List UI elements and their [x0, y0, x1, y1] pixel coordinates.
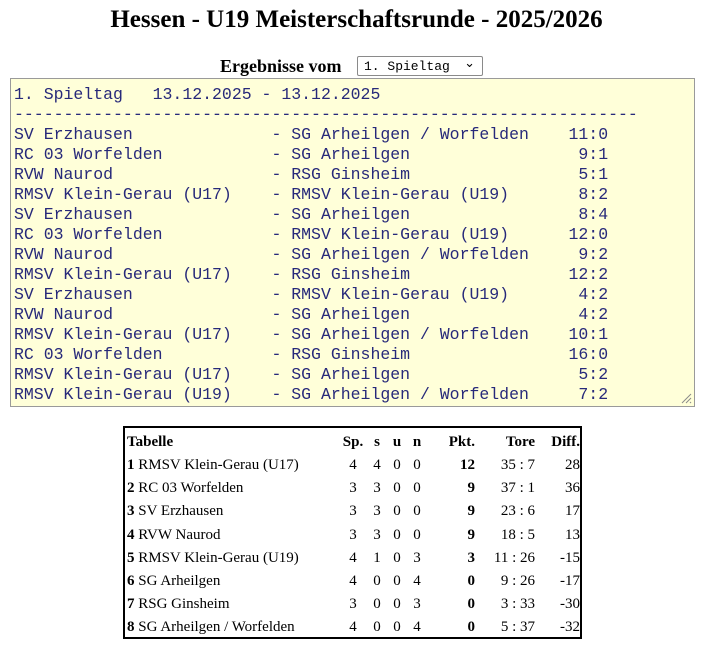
table-row — [126, 616, 580, 639]
header-sp: Sp. — [342, 433, 364, 450]
wins-cell: 0 — [373, 573, 381, 590]
team-cell — [126, 616, 339, 639]
points-cell: 12 — [460, 457, 475, 474]
losses-cell: 4 — [413, 573, 421, 590]
draws-cell: 0 — [393, 619, 401, 636]
team-name: SG Arheilgen — [138, 573, 221, 590]
games-cell: 4 — [349, 549, 357, 566]
team-cell — [126, 454, 339, 477]
header-pkt: Pkt. — [448, 433, 475, 450]
result-line: SV Erzhausen - RMSV Klein-Gerau (U19) 4:2 — [14, 285, 609, 304]
results-header: 1. Spieltag 13.12.2025 - 13.12.2025 — [14, 85, 381, 104]
draws-cell: 0 — [393, 549, 401, 566]
matchday-selector-row — [0, 55, 713, 77]
draws-cell: 0 — [393, 596, 401, 613]
draws-cell: 0 — [393, 573, 401, 590]
team-name: RSG Ginsheim — [138, 596, 230, 613]
matchday-selector-label: Ergebnisse vom — [220, 56, 342, 76]
team-name: RVW Naurod — [138, 526, 221, 543]
goals-cell: 3 : 33 — [500, 596, 535, 613]
diff-cell: 28 — [565, 457, 580, 474]
wins-cell: 0 — [373, 619, 381, 636]
standings-header-row — [126, 430, 580, 454]
games-cell: 3 — [349, 480, 357, 497]
team-cell — [126, 524, 339, 547]
result-line: RC 03 Worfelden - RSG Ginsheim 16:0 — [14, 345, 609, 364]
header-tore: Tore — [505, 433, 535, 450]
rank: 3 — [127, 503, 135, 520]
result-line: RMSV Klein-Gerau (U17) - RSG Ginsheim 12:2 — [14, 265, 609, 284]
wins-cell: 0 — [373, 596, 381, 613]
table-row — [126, 477, 580, 500]
matchday-select-value: 1. Spieltag — [364, 59, 450, 74]
table-row — [126, 500, 580, 523]
rank: 8 — [127, 619, 135, 636]
result-line: RVW Naurod - SG Arheilgen / Worfelden 9:2 — [14, 245, 609, 264]
rank: 7 — [127, 596, 135, 613]
wins-cell: 4 — [373, 457, 381, 474]
team-cell — [126, 547, 339, 570]
result-line: RMSV Klein-Gerau (U17) - RMSV Klein-Gerau (U19) 8:2 — [14, 185, 609, 204]
resize-grip-icon[interactable] — [680, 392, 692, 404]
table-row — [126, 570, 580, 593]
points-cell: 9 — [467, 480, 475, 497]
rank: 4 — [127, 526, 135, 543]
team-name: RC 03 Worfelden — [138, 480, 244, 497]
team-cell — [126, 477, 339, 500]
results-text — [11, 79, 694, 405]
team-name: RMSV Klein-Gerau (U19) — [138, 549, 299, 566]
page-title: Hessen - U19 Meisterschaftsrunde - 2025/2026 — [110, 6, 603, 33]
result-line: RVW Naurod - SG Arheilgen 4:2 — [14, 305, 609, 324]
draws-cell: 0 — [393, 480, 401, 497]
goals-cell: 35 : 7 — [500, 457, 535, 474]
losses-cell: 0 — [413, 457, 421, 474]
team-name: SV Erzhausen — [138, 503, 224, 520]
result-line: RMSV Klein-Gerau (U17) - SG Arheilgen / Worfelden 10:1 — [14, 325, 609, 344]
team-cell — [126, 570, 339, 593]
games-cell: 4 — [349, 457, 357, 474]
points-cell: 9 — [467, 526, 475, 543]
team-cell — [126, 500, 339, 523]
goals-cell: 9 : 26 — [500, 573, 535, 590]
rank: 2 — [127, 480, 135, 497]
matchday-select[interactable] — [357, 56, 483, 76]
diff-cell: -30 — [560, 596, 580, 613]
diff-cell: 36 — [565, 480, 580, 497]
header-u: u — [392, 433, 402, 450]
rank: 5 — [127, 549, 135, 566]
standings-table-box — [123, 426, 582, 639]
games-cell: 3 — [349, 503, 357, 520]
losses-cell: 4 — [413, 619, 421, 636]
wins-cell: 3 — [373, 526, 381, 543]
points-cell: 3 — [467, 549, 475, 566]
games-cell: 4 — [349, 619, 357, 636]
results-textarea[interactable] — [10, 78, 695, 407]
draws-cell: 0 — [393, 526, 401, 543]
table-row — [126, 547, 580, 570]
points-cell: 0 — [467, 596, 475, 613]
team-name: RMSV Klein-Gerau (U17) — [138, 457, 299, 474]
table-row — [126, 593, 580, 616]
chevron-down-icon: ⌄ — [464, 56, 475, 71]
wins-cell: 1 — [373, 549, 381, 566]
result-line: RMSV Klein-Gerau (U17) - SG Arheilgen 5:2 — [14, 365, 609, 384]
goals-cell: 11 : 26 — [493, 549, 535, 566]
losses-cell: 0 — [413, 503, 421, 520]
result-line: SV Erzhausen - SG Arheilgen / Worfelden 11:0 — [14, 125, 609, 144]
goals-cell: 37 : 1 — [500, 480, 535, 497]
games-cell: 3 — [349, 526, 357, 543]
points-cell: 0 — [467, 573, 475, 590]
losses-cell: 3 — [413, 549, 421, 566]
team-name: SG Arheilgen / Worfelden — [138, 619, 295, 636]
header-n: n — [412, 433, 422, 450]
losses-cell: 0 — [413, 480, 421, 497]
team-cell — [126, 593, 339, 616]
losses-cell: 3 — [413, 596, 421, 613]
goals-cell: 5 : 37 — [500, 619, 535, 636]
draws-cell: 0 — [393, 457, 401, 474]
diff-cell: 17 — [565, 503, 580, 520]
points-cell: 0 — [467, 619, 475, 636]
result-line: RVW Naurod - RSG Ginsheim 5:1 — [14, 165, 609, 184]
result-line: RC 03 Worfelden - RMSV Klein-Gerau (U19) 12:0 — [14, 225, 609, 244]
diff-cell: -32 — [560, 619, 580, 636]
points-cell: 9 — [467, 503, 475, 520]
goals-cell: 18 : 5 — [500, 526, 535, 543]
header-tabelle: Tabelle — [127, 433, 174, 450]
result-line: RMSV Klein-Gerau (U19) - SG Arheilgen / Worfelden 7:2 — [14, 385, 609, 404]
rank: 6 — [127, 573, 135, 590]
table-row — [126, 524, 580, 547]
games-cell: 4 — [349, 573, 357, 590]
header-s: s — [374, 433, 380, 450]
wins-cell: 3 — [373, 480, 381, 497]
diff-cell: -15 — [560, 549, 580, 566]
result-line: RC 03 Worfelden - SG Arheilgen 9:1 — [14, 145, 609, 164]
draws-cell: 0 — [393, 503, 401, 520]
diff-cell: 13 — [565, 526, 580, 543]
diff-cell: -17 — [560, 573, 580, 590]
standings-table — [126, 430, 580, 640]
results-separator: --------------------------------------------------------------- — [14, 105, 638, 124]
wins-cell: 3 — [373, 503, 381, 520]
goals-cell: 23 : 6 — [500, 503, 535, 520]
losses-cell: 0 — [413, 526, 421, 543]
table-row — [126, 454, 580, 477]
rank: 1 — [127, 457, 135, 474]
header-diff: Diff. — [551, 433, 580, 450]
result-line: SV Erzhausen - SG Arheilgen 8:4 — [14, 205, 609, 224]
games-cell: 3 — [349, 596, 357, 613]
